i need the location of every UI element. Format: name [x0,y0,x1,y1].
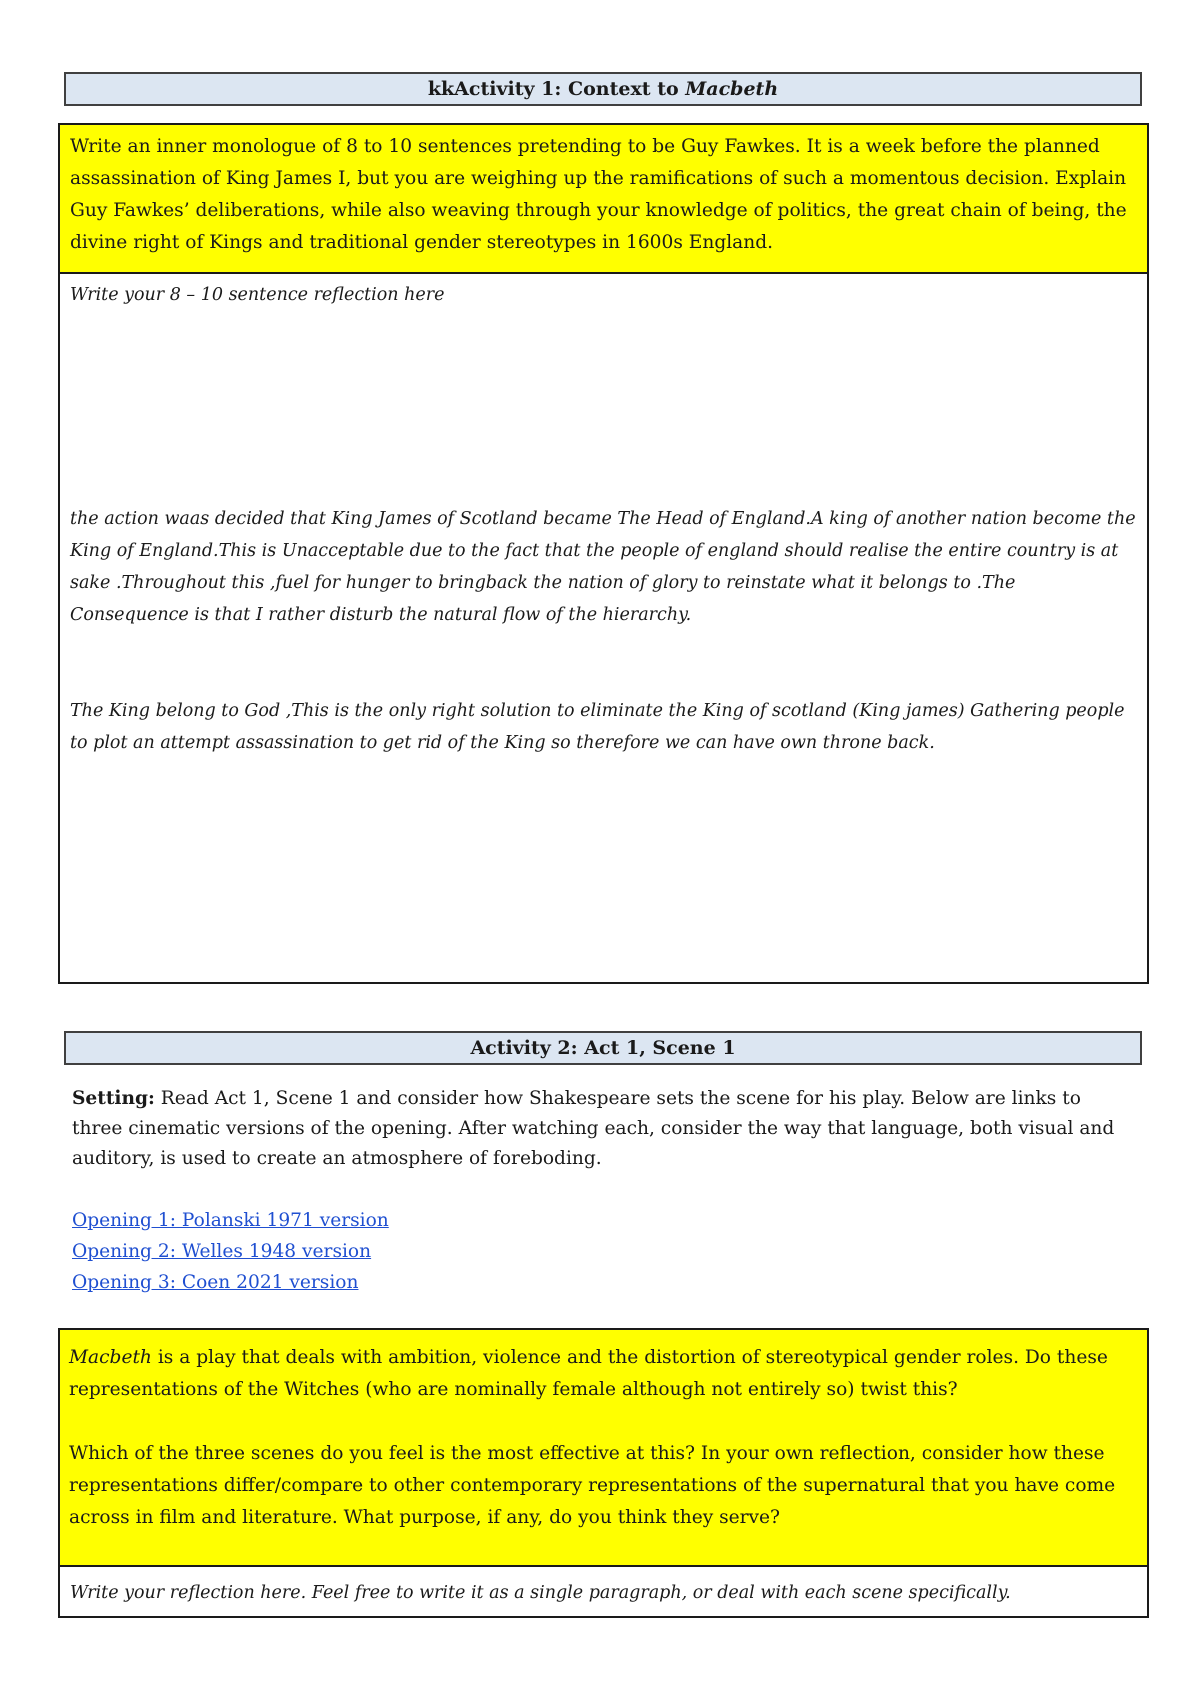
activity-1-prompt-cell [60,125,1147,274]
activity-1-table [58,123,1149,984]
link-opening-3[interactable]: Opening 3: Coen 2021 version [72,1272,359,1293]
setting-label: Setting: [72,1088,155,1109]
setting-text: Read Act 1, Scene 1 and consider how Shakespeare sets the scene for his play. Below are links to three cinematic versions of the opening. After watching each, consider the way that language, both visual and auditory, is used to create an atmosphere of foreboding. [72,1088,1115,1169]
activity-2-title: Activity 2: Act 1, Scene 1 [470,1037,736,1059]
activity-2-table [58,1328,1149,1618]
activity-2-instruction: Write your reflection here. Feel free to write it as a single paragraph, or deal with each scene specifically. [70,1583,1011,1603]
activity-1-title-italic: Macbeth [685,78,779,100]
link-opening-2[interactable]: Opening 2: Welles 1948 version [72,1241,372,1262]
activity-1-answer-paragraph-1: the action waas decided that King James of Scotland became The Head of England.A king of another nation become the King of England.This is Unacceptable due to the fact that the people of england should realise the entire country is at sake .Throughout this ,fuel for hunger to bringback the nation of glory to reinstate what it belongs to .The Consequence is that I rather disturb the natural flow of the hierarchy. [70,509,1136,625]
activity-1-header [64,72,1142,106]
activity-1-instruction: Write your 8 – 10 sentence reflection here [70,285,445,305]
activity-1-answer-paragraph-2: The King belong to God ,This is the only right solution to eliminate the King of scotland (King james) Gathering people to plot an attempt assassination to get rid of the King so therefore we can have own throne back. [70,701,1125,753]
activity-2-answer-cell[interactable] [60,1567,1147,1609]
activity-1-answer-cell[interactable] [60,274,1147,759]
activity-2-prompt-paragraph-1 [69,1342,1137,1406]
video-links [72,1205,389,1298]
activity-1-title: kkActivity 1: Context to [427,78,686,100]
macbeth-italic: Macbeth [69,1347,152,1368]
activity-2-prompt-cell [60,1330,1147,1567]
link-opening-1[interactable]: Opening 1: Polanski 1971 version [72,1210,389,1231]
activity-2-prompt-paragraph-2: Which of the three scenes do you feel is the most effective at this? In your own reflection, consider how these representations differ/compare to other contemporary representations of the supernatural that you have come across in film and literature. What purpose, if any, do you think they serve? [69,1443,1116,1528]
activity-1-prompt: Write an inner monologue of 8 to 10 sentences pretending to be Guy Fawkes. It is a week before the planned assassination of King James I, but you are weighing up the ramifications of such a momentous decision. Explain Guy Fawkes’ deliberations, while also weaving through your knowledge of politics, the great chain of being, the divine right of Kings and traditional gender stereotypes in 1600s England. [70,136,1127,253]
activity-2-header [64,1031,1142,1065]
activity-2-setting [72,1084,1132,1174]
activity-2-prompt-text: is a play that deals with ambition, violence and the distortion of stereotypical gender roles. Do these representations of the Witches (who are nominally female although not entirely so) twist this? [69,1347,1108,1400]
